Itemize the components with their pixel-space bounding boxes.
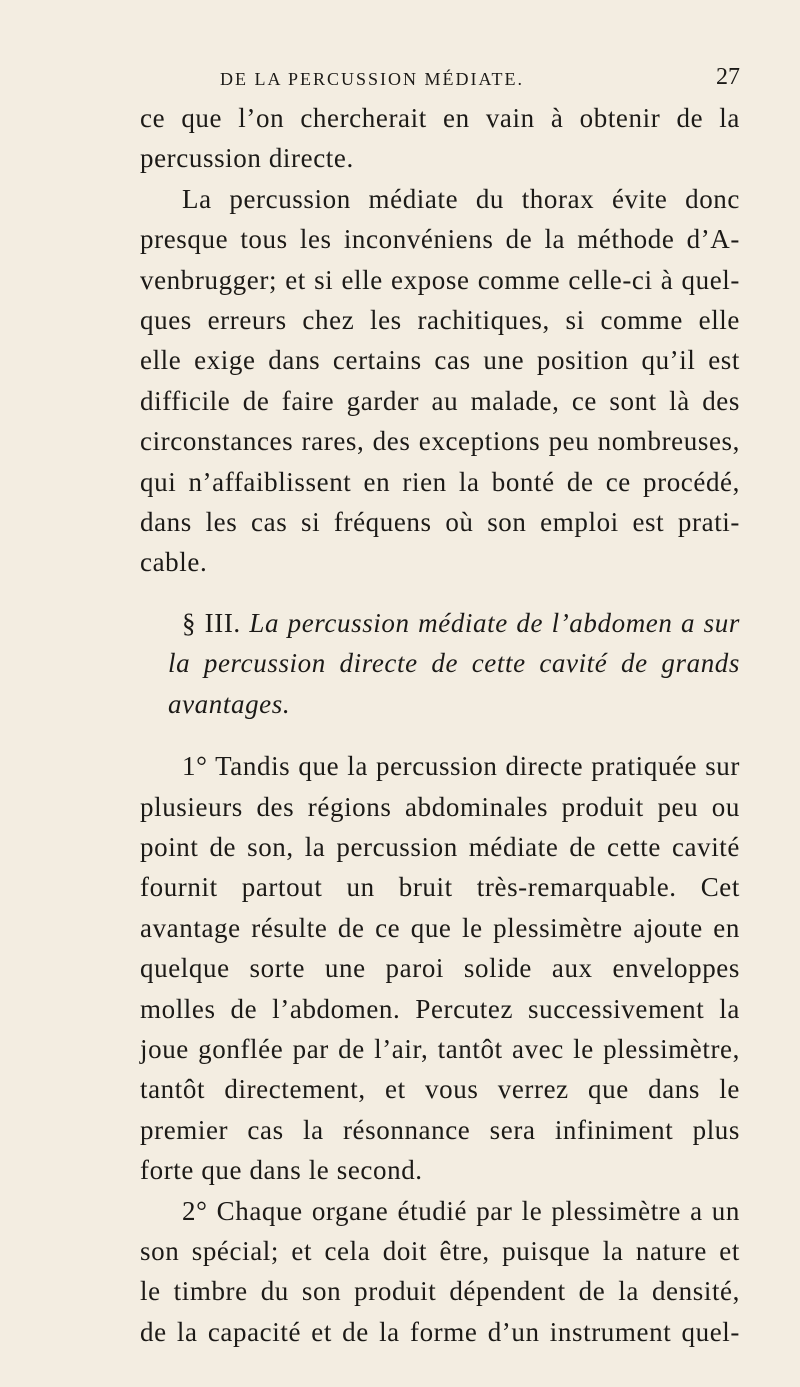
text-line: tantôt directement, et vous verrez que dans le	[140, 1074, 740, 1105]
text-line: ce que l’on chercherait en vain à obtenir de la	[140, 103, 740, 133]
paragraph-2	[140, 179, 740, 583]
text-line: 2° Chaque organe étudié par le plessimètre a un	[182, 1195, 740, 1226]
section-title-part: La percussion médiate de l’abdomen a sur	[249, 607, 740, 638]
text-line: forte que dans le second.	[140, 1155, 423, 1186]
section-title-part: la percussion directe de cette cavité de grands	[168, 648, 740, 679]
text-line: avantage résulte de ce que le plessimètre ajoute en	[140, 912, 740, 943]
text-line: cable.	[140, 547, 208, 578]
text-line: point de son, la percussion médiate de cette cavité	[140, 831, 740, 862]
text-line: presque tous les inconvéniens de la méthode d’A-	[140, 224, 740, 255]
running-title: DE LA PERCUSSION MÉDIATE.	[220, 69, 525, 89]
text-line: 1° Tandis que la percussion directe pratiquée sur	[182, 751, 740, 782]
section-heading-line	[140, 643, 740, 683]
paragraph-3	[140, 746, 740, 1190]
text-line: quelque sorte une paroi solide aux enveloppes	[140, 953, 740, 984]
paragraph-4	[140, 1191, 740, 1353]
text-line: joue gonflée par de l’air, tantôt avec le plessimètre,	[140, 1033, 740, 1064]
paragraph-1	[140, 98, 740, 179]
section-heading-line	[140, 684, 740, 724]
text-line: le timbre du son produit dépendent de la densité,	[140, 1276, 740, 1307]
text-line: La percussion médiate du thorax évite donc	[182, 183, 740, 214]
text-line: premier cas la résonnance sera infiniment plus	[140, 1114, 740, 1145]
text-line: percussion directe.	[140, 143, 354, 174]
page-body	[140, 98, 740, 1352]
section-title-part: avantages.	[168, 688, 291, 719]
text-line: ques erreurs chez les rachitiques, si comme elle	[140, 305, 740, 336]
page-number: 27	[716, 64, 740, 90]
text-line: difficile de faire garder au malade, ce sont là des	[140, 385, 740, 416]
section-heading-line	[140, 603, 740, 643]
text-line: plusieurs des régions abdominales produit peu ou	[140, 791, 740, 822]
text-line: fournit partout un bruit très-remarquable. Cet	[140, 872, 740, 903]
text-line: qui n’affaiblissent en rien la bonté de ce procédé,	[140, 466, 740, 497]
text-line: dans les cas si fréquens où son emploi est prati-	[140, 507, 740, 538]
section-mark: § III.	[182, 607, 241, 638]
text-line: de la capacité et de la forme d’un instrument quel-	[140, 1316, 740, 1347]
text-line: circonstances rares, des exceptions peu nombreuses,	[140, 426, 740, 457]
running-header	[140, 62, 740, 96]
text-line: venbrugger; et si elle expose comme celle-ci à quel-	[140, 264, 740, 295]
text-line: son spécial; et cela doit être, puisque la nature et	[140, 1235, 740, 1266]
text-line: molles de l’abdomen. Percutez successivement la	[140, 993, 740, 1024]
text-line: elle exige dans certains cas une position qu’il est	[140, 345, 740, 376]
section-heading	[140, 603, 740, 724]
